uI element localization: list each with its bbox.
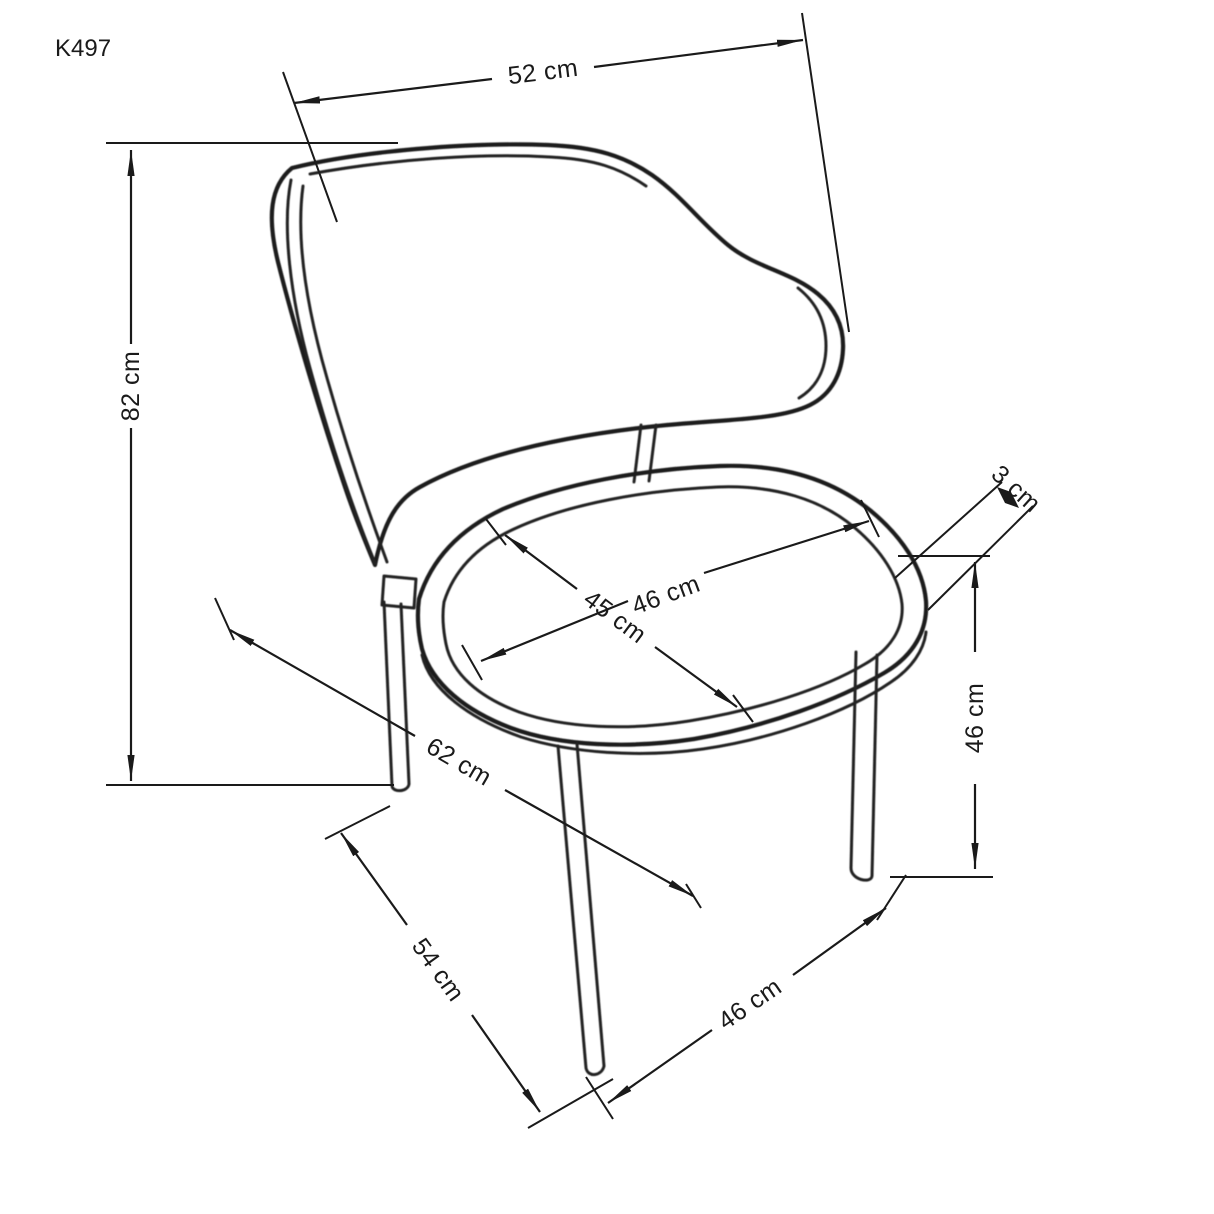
dimension-line <box>793 908 886 975</box>
extension-tick <box>586 1077 613 1119</box>
dimension-line <box>655 647 737 707</box>
extension-line <box>928 506 1033 610</box>
extension-tick <box>325 806 390 839</box>
dim-back-width-label: 52 cm <box>506 53 580 91</box>
chair-backrest-top-inner-line <box>310 156 646 186</box>
dimension-front-leg-span <box>586 875 906 1119</box>
product-code-label: K497 <box>55 35 112 62</box>
dim-seat-height-label: 46 cm <box>961 682 989 754</box>
dimension-side-leg-span <box>325 806 613 1128</box>
dimension-line <box>594 40 803 67</box>
dimension-seat-depth <box>486 519 753 722</box>
dim-total-height-label: 82 cm <box>117 350 145 422</box>
extension-line <box>283 72 337 222</box>
dim-seat-depth-label: 45 cm <box>578 584 652 650</box>
chair-backrest-outline <box>272 144 843 565</box>
dimension-back-width <box>283 13 849 332</box>
extension-tick <box>486 519 506 545</box>
dimension-cushion-thickness <box>895 460 1046 610</box>
dim-side-leg-span-label: 54 cm <box>406 933 470 1007</box>
chair-backrest-side-edge-inner <box>301 186 387 562</box>
dimension-line <box>294 79 492 103</box>
dimension-line <box>704 521 869 573</box>
extension-tick <box>877 875 906 920</box>
extension-tick <box>462 645 482 680</box>
dim-front-leg-span-label: 46 cm <box>712 972 788 1036</box>
extension-line <box>895 482 1002 578</box>
chair-backrest-right-inner-line <box>798 288 826 398</box>
extension-tick <box>215 598 234 640</box>
chair-rear-left-leg <box>384 602 409 791</box>
dimension-line <box>505 790 693 896</box>
dim-seat-width-label: 46 cm <box>628 569 704 621</box>
extension-tick <box>528 1079 613 1128</box>
dimension-seat-width <box>462 500 879 680</box>
dimension-line <box>472 1015 540 1112</box>
dim-total-depth-label: 62 cm <box>421 732 497 792</box>
dimension-seat-height <box>890 556 993 877</box>
chair-rear-leg-bracket <box>382 576 416 608</box>
extension-line <box>802 13 849 332</box>
dimension-line <box>341 833 407 925</box>
dimension-line <box>608 1030 712 1103</box>
dimension-line <box>505 535 577 589</box>
chair-front-left-leg <box>558 744 604 1075</box>
extension-tick <box>686 884 701 908</box>
dim-cushion-thickness-label: 3 cm <box>985 459 1047 519</box>
extension-tick <box>861 500 879 537</box>
